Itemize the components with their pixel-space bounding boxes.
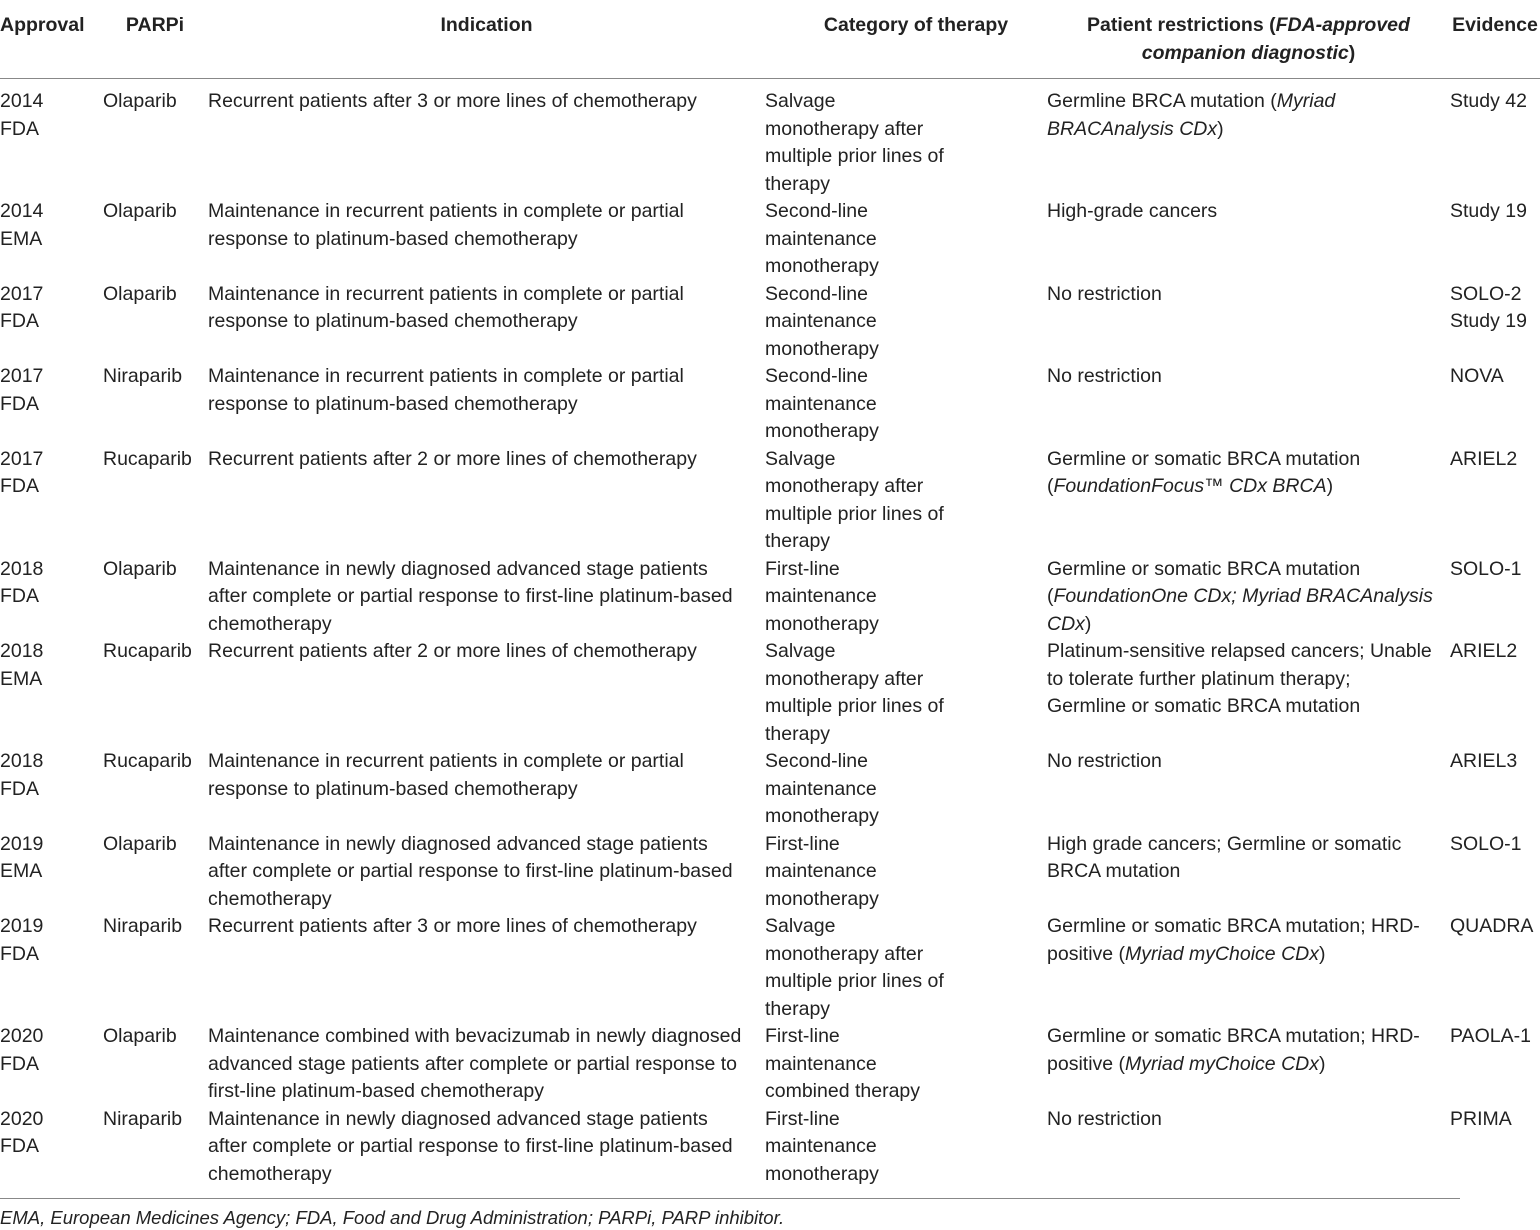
cell-indication: Recurrent patients after 3 or more lines of chemotherapy (208, 90, 697, 112)
table-row (0, 831, 1540, 914)
restriction-text: Germline BRCA mutation ( (1047, 90, 1277, 112)
cell-parpi: Olaparib (103, 557, 177, 580)
cell-evidence: PRIMA (1450, 1107, 1512, 1130)
restriction-text: No restriction (1047, 750, 1162, 772)
header-restrictions-plain: Patient restrictions ( (1087, 14, 1276, 36)
restriction-text: Platinum-sensitive relapsed cancers; Unable to tolerate further platinum therapy; Germline or somatic BRCA mutation (1047, 640, 1432, 717)
cell-indication: Maintenance in recurrent patients in complete or partial response to platinum-based chemotherapy (208, 200, 684, 250)
cell-category: Salvage monotherapy after multiple prior lines of therapy (765, 640, 944, 745)
table-row (0, 446, 1540, 556)
cell-parpi: Rucaparib (103, 750, 192, 772)
cell-parpi: Olaparib (103, 282, 177, 305)
companion-diagnostic: Myriad myChoice CDx (1125, 1052, 1319, 1075)
cell-restriction (1047, 556, 1450, 639)
cell-restriction (1047, 831, 1450, 914)
cell-restriction (1047, 198, 1450, 281)
companion-diagnostic: FoundationFocus™ CDx BRCA (1053, 475, 1327, 497)
header-parpi: PARPi (125, 14, 185, 36)
cell-category: Salvage monotherapy after multiple prior lines of therapy (765, 915, 944, 1020)
cell-evidence: PAOLA-1 (1450, 1025, 1531, 1047)
cell-indication: Recurrent patients after 2 or more lines of chemotherapy (208, 640, 697, 662)
cell-indication: Maintenance in newly diagnosed advanced stage patients after complete or partial response to first-line platinum-based chemotherapy (208, 832, 733, 910)
cell-indication: Maintenance combined with bevacizumab in newly diagnosed advanced stage patients after complete or partial response to first-line platinum-based chemotherapy (208, 1025, 742, 1102)
cell-category: First-line maintenance monotherapy (765, 557, 879, 635)
cell-approval: 2017 FDA (0, 365, 44, 415)
header-restrictions-italic: FDA-approved companion diagnostic (1141, 14, 1410, 64)
cell-indication: Maintenance in recurrent patients in complete or partial response to platinum-based chemotherapy (208, 365, 684, 415)
cell-evidence: Study 42 (1450, 90, 1527, 112)
restriction-close: ) (1084, 612, 1092, 635)
cell-approval: 2020 FDA (0, 1025, 44, 1075)
restriction-text: Germline or somatic BRCA mutation ( (1047, 557, 1361, 607)
cell-parpi: Niraparib (103, 365, 183, 387)
table-row (0, 1106, 1540, 1189)
table-body (0, 79, 1540, 1189)
restriction-text: Germline or somatic BRCA mutation ( (1047, 447, 1361, 497)
cell-approval: 2014 EMA (0, 200, 44, 250)
table-row (0, 556, 1540, 639)
cell-evidence: ARIEL2 (1450, 447, 1518, 470)
cell-category: Salvage monotherapy after multiple prior lines of therapy (765, 447, 944, 552)
cell-restriction (1047, 748, 1450, 831)
header-evidence: Evidence (1452, 14, 1538, 36)
cell-category: Salvage monotherapy after multiple prior lines of therapy (765, 90, 944, 195)
restriction-text: High grade cancers; Germline or somatic BRCA mutation (1047, 832, 1402, 882)
table-footnote: EMA, European Medicines Agency; FDA, Food and Drug Administration; PARPi, PARP inhibitor. (0, 1207, 785, 1228)
cell-restriction (1047, 1023, 1450, 1106)
cell-restriction (1047, 446, 1450, 556)
cell-approval: 2018 EMA (0, 640, 44, 690)
cell-parpi: Olaparib (103, 90, 177, 112)
cell-parpi: Olaparib (103, 1025, 177, 1047)
cell-evidence: SOLO-1 (1450, 832, 1522, 855)
table-row (0, 198, 1540, 281)
table-row (0, 363, 1540, 446)
header-indication: Indication (440, 14, 533, 36)
cell-approval: 2018 FDA (0, 557, 44, 607)
table-header-row (0, 0, 1540, 79)
cell-parpi: Niraparib (103, 915, 183, 937)
cell-category: Second-line maintenance monotherapy (765, 750, 879, 827)
cell-evidence: Study 19 (1450, 200, 1527, 222)
cell-category: First-line maintenance monotherapy (765, 1107, 879, 1185)
restriction-text: No restriction (1047, 365, 1162, 387)
header-restrictions-close: ) (1348, 41, 1356, 64)
cell-parpi: Niraparib (103, 1107, 183, 1130)
companion-diagnostic: FoundationOne CDx; Myriad BRACAnalysis CDx (1047, 585, 1433, 635)
cell-approval: 2019 FDA (0, 915, 44, 965)
cell-category: Second-line maintenance monotherapy (765, 282, 879, 360)
restriction-close: ) (1318, 1052, 1326, 1075)
cell-evidence: QUADRA (1450, 915, 1534, 937)
table-row (0, 638, 1540, 748)
cell-evidence: SOLO-2 Study 19 (1450, 282, 1527, 332)
cell-restriction (1047, 363, 1450, 446)
cell-category: Second-line maintenance monotherapy (765, 200, 879, 277)
restriction-text: Germline or somatic BRCA mutation; HRD- positive ( (1047, 915, 1420, 965)
cell-parpi: Olaparib (103, 200, 177, 222)
table-row (0, 748, 1540, 831)
table-row (0, 79, 1540, 199)
restriction-close: ) (1217, 117, 1224, 140)
cell-approval: 2017 FDA (0, 282, 44, 332)
table-row (0, 913, 1540, 1023)
cell-category: Second-line maintenance monotherapy (765, 365, 879, 442)
companion-diagnostic: Myriad myChoice CDx (1125, 942, 1319, 965)
cell-approval: 2019 EMA (0, 832, 44, 882)
cell-evidence: ARIEL2 (1450, 640, 1518, 662)
cell-indication: Recurrent patients after 2 or more lines of chemotherapy (208, 447, 697, 470)
cell-restriction (1047, 638, 1450, 748)
restriction-close: ) (1326, 475, 1334, 497)
restriction-text: High-grade cancers (1047, 200, 1218, 222)
restriction-text: No restriction (1047, 282, 1162, 305)
cell-evidence: ARIEL3 (1450, 750, 1518, 772)
footer-divider (0, 1198, 1460, 1199)
restriction-text: Germline or somatic BRCA mutation; HRD- positive ( (1047, 1025, 1420, 1075)
cell-evidence: SOLO-1 (1450, 557, 1522, 580)
cell-indication: Maintenance in newly diagnosed advanced stage patients after complete or partial response to first-line platinum-based chemotherapy (208, 557, 733, 635)
cell-category: First-line maintenance monotherapy (765, 832, 879, 910)
cell-approval: 2017 FDA (0, 447, 44, 497)
companion-diagnostic: Myriad BRACAnalysis CDx (1047, 90, 1336, 140)
cell-restriction (1047, 913, 1450, 1023)
cell-approval: 2020 FDA (0, 1107, 44, 1157)
restriction-text: No restriction (1047, 1107, 1162, 1130)
table-row (0, 281, 1540, 364)
cell-restriction (1047, 1106, 1450, 1189)
cell-parpi: Olaparib (103, 832, 177, 855)
cell-restriction (1047, 281, 1450, 364)
cell-category: First-line maintenance combined therapy (765, 1025, 921, 1102)
cell-parpi: Rucaparib (103, 447, 192, 470)
restriction-close: ) (1318, 942, 1326, 965)
header-category: Category of therapy (823, 14, 1009, 36)
cell-indication: Maintenance in recurrent patients in complete or partial response to platinum-based chemotherapy (208, 750, 684, 800)
cell-indication: Recurrent patients after 3 or more lines of chemotherapy (208, 915, 697, 937)
cell-indication: Maintenance in recurrent patients in complete or partial response to platinum-based chemotherapy (208, 282, 684, 332)
table-row (0, 1023, 1540, 1106)
cell-restriction (1047, 79, 1450, 199)
header-restrictions (1047, 0, 1450, 79)
cell-parpi: Rucaparib (103, 640, 192, 662)
cell-approval: 2014 FDA (0, 90, 44, 140)
cell-approval: 2018 FDA (0, 750, 44, 800)
cell-indication: Maintenance in newly diagnosed advanced stage patients after complete or partial response to first-line platinum-based chemotherapy (208, 1107, 733, 1185)
cell-evidence: NOVA (1450, 365, 1504, 387)
header-approval: Approval (0, 14, 85, 36)
